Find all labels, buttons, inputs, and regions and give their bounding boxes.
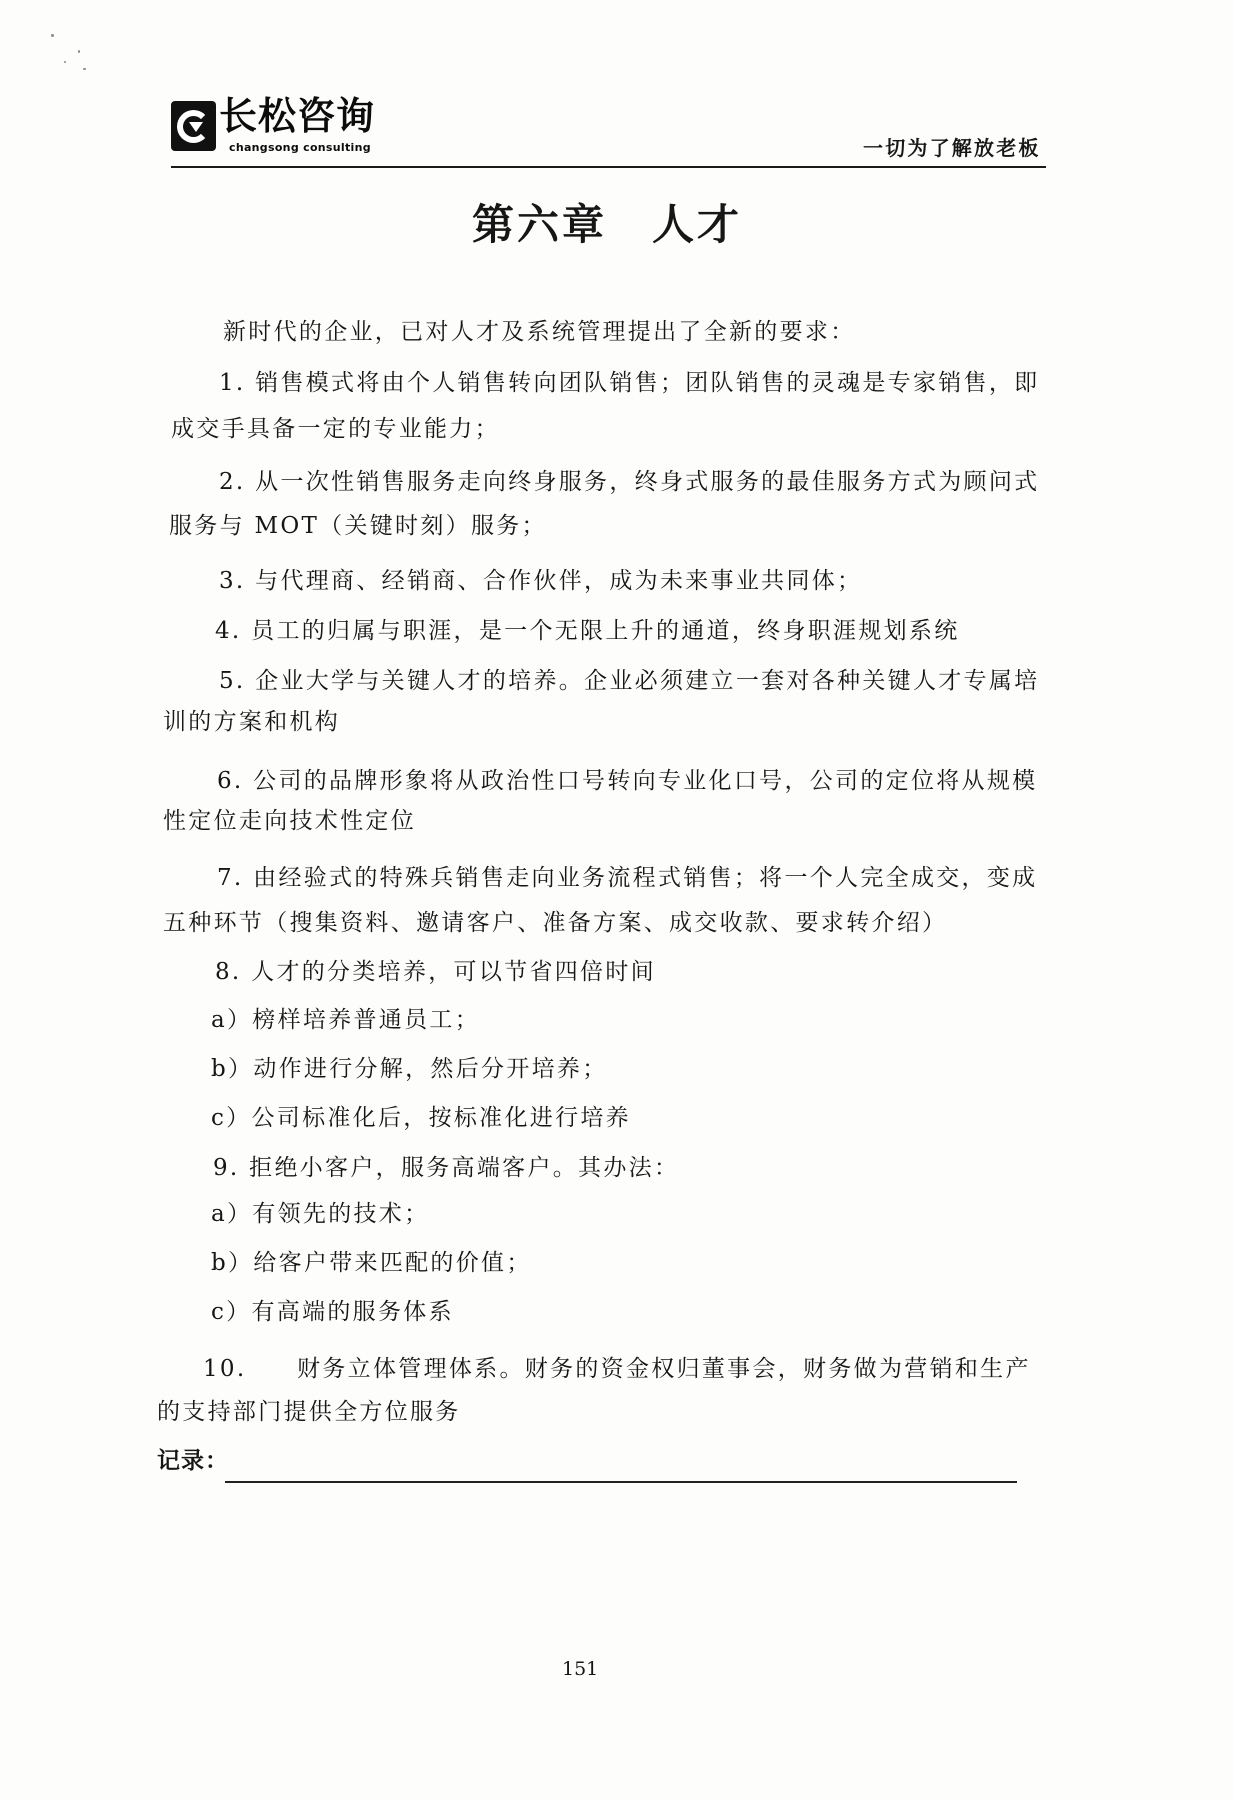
scan-speck: [64, 61, 66, 63]
record-blank-line: [225, 1481, 1017, 1483]
chapter-title: 第六章 人才: [472, 200, 743, 249]
intro-line: 新时代的企业，已对人才及系统管理提出了全新的要求：: [223, 319, 856, 345]
point-9-sub-item-a: a）有领先的技术；: [211, 1201, 430, 1227]
record-label: 记录：: [157, 1447, 229, 1474]
logo-chinese-name: 长松咨询: [219, 94, 376, 138]
point-10-line-1: 10. 财务立体管理体系。财务的资金权归董事会，财务做为营销和生产: [203, 1356, 1031, 1382]
point-6-line-1: 6. 公司的品牌形象将从政治性口号转向专业化口号，公司的定位将从规模: [217, 768, 1038, 794]
point-7-line-2: 五种环节（搜集资料、邀请客户、准备方案、成交收款、要求转介绍）: [163, 910, 948, 936]
scan-speck: [78, 50, 80, 53]
scan-speck: [83, 68, 86, 70]
logo-triangle-icon: [189, 122, 203, 132]
logo-english-name: changsong consulting: [229, 141, 371, 154]
page-number: 151: [562, 1658, 599, 1680]
point-7-line-1: 7. 由经验式的特殊兵销售走向业务流程式销售；将一个人完全成交，变成: [217, 865, 1038, 891]
point-8-sub-item-a: a）榜样培养普通员工；: [211, 1007, 481, 1033]
point-2-line-2: 服务与 MOT（关键时刻）服务；: [169, 513, 547, 539]
header-divider: [171, 166, 1046, 168]
point-9-line-1: 9. 拒绝小客户，服务高端客户。其办法：: [213, 1155, 680, 1181]
point-3-line-1: 3. 与代理商、经销商、合作伙伴，成为未来事业共同体；: [219, 568, 863, 594]
point-10-line-2: 的支持部门提供全方位服务: [157, 1399, 461, 1425]
point-6-line-2: 性定位走向技术性定位: [163, 808, 416, 834]
point-5-line-2: 训的方案和机构: [163, 709, 341, 735]
point-5-line-1: 5. 企业大学与关键人才的培养。企业必须建立一套对各种关键人才专属培: [219, 668, 1040, 694]
point-2-line-1: 2. 从一次性销售服务走向终身服务，终身式服务的最佳服务方式为顾问式: [219, 469, 1040, 495]
point-9-sub-item-c: c）有高端的服务体系: [211, 1299, 454, 1325]
header-slogan: 一切为了解放老板: [863, 136, 1041, 160]
point-8-sub-item-c: c）公司标准化后，按标准化进行培养: [211, 1105, 631, 1131]
point-9-sub-item-b: b）给客户带来匹配的价值；: [211, 1250, 532, 1276]
point-1-line-2: 成交手具备一定的专业能力；: [171, 416, 500, 442]
point-4-line-1: 4. 员工的归属与职涯，是一个无限上升的通道，终身职涯规划系统: [215, 618, 960, 644]
point-8-sub-item-b: b）动作进行分解，然后分开培养；: [211, 1056, 608, 1082]
scan-speck: [51, 34, 54, 37]
point-1-line-1: 1. 销售模式将由个人销售转向团队销售；团队销售的灵魂是专家销售，即: [219, 370, 1040, 396]
company-logo-mark: [171, 101, 216, 151]
point-8-line-1: 8. 人才的分类培养，可以节省四倍时间: [215, 959, 656, 985]
